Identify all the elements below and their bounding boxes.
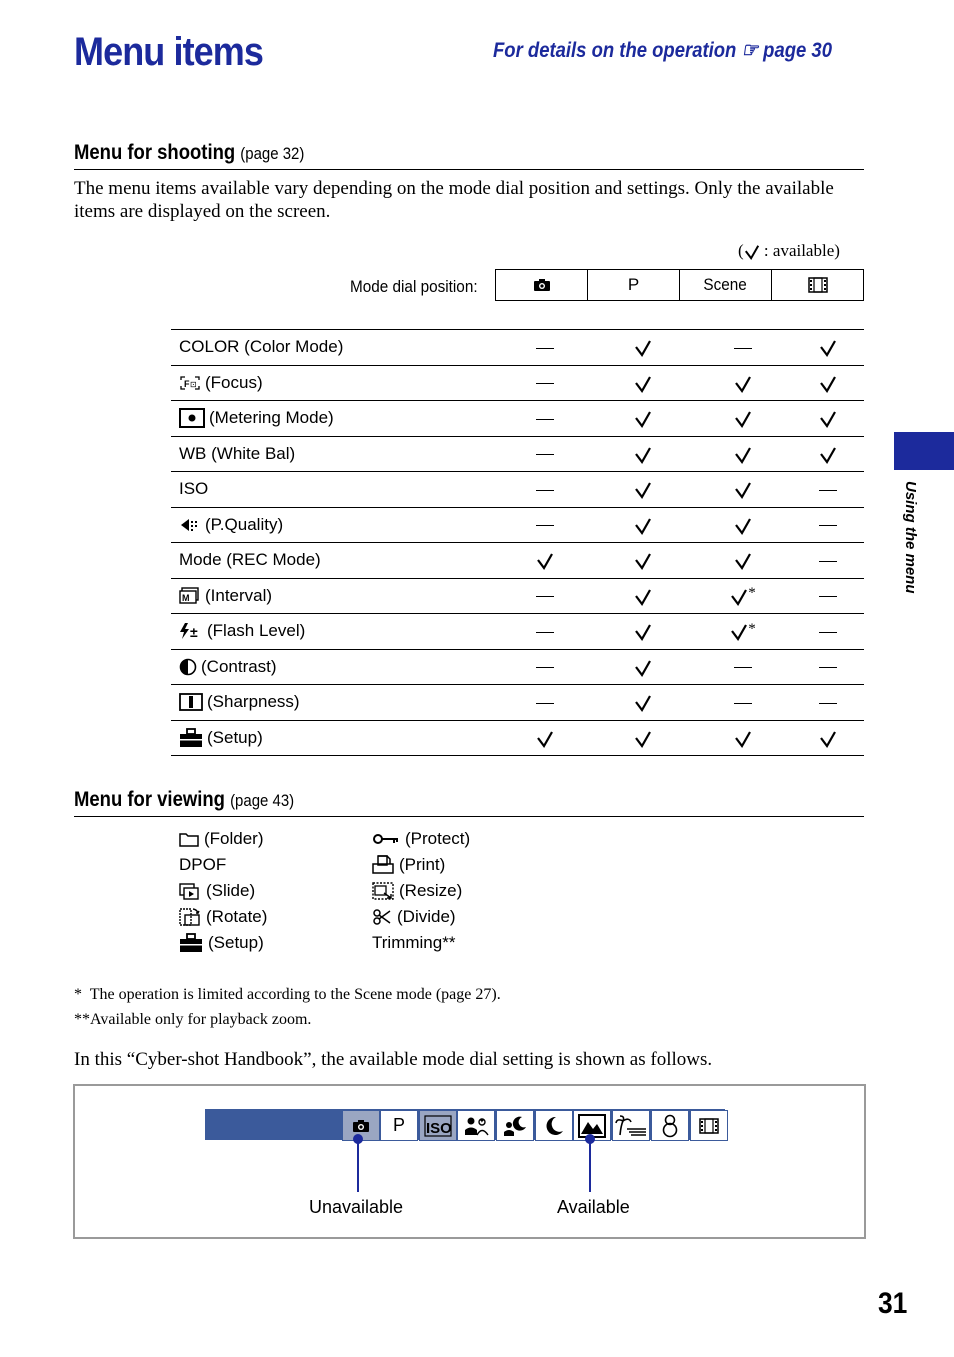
availability-cell bbox=[723, 656, 763, 677]
check-icon bbox=[734, 410, 752, 428]
check-icon bbox=[634, 552, 652, 570]
shooting-menu-heading bbox=[74, 141, 304, 165]
limited-asterisk: * bbox=[748, 585, 756, 602]
resize-icon bbox=[372, 882, 394, 900]
viewing-item-label: (Rotate) bbox=[206, 907, 268, 926]
table-row bbox=[171, 685, 864, 721]
shooting-intro-text: The menu items available vary depending on the mode dial position and settings. Only the available items are displayed on the screen. bbox=[74, 178, 834, 222]
unavailable-dash bbox=[536, 419, 554, 420]
available-label: Available bbox=[557, 1197, 630, 1217]
snow-icon bbox=[659, 1114, 681, 1138]
movie-icon bbox=[699, 1118, 719, 1134]
unavailable-dash bbox=[536, 525, 554, 526]
table-row bbox=[171, 650, 864, 686]
availability-cell bbox=[525, 372, 565, 393]
mode-strip-cell bbox=[651, 1110, 689, 1141]
viewing-menu-heading bbox=[74, 788, 294, 812]
table-row bbox=[171, 721, 864, 757]
mode-dial-column-3 bbox=[772, 270, 863, 300]
menu-item-label bbox=[179, 657, 277, 677]
svg-text:ISO: ISO bbox=[426, 1119, 452, 1137]
availability-cell bbox=[623, 443, 663, 464]
beach-icon bbox=[615, 1115, 647, 1137]
availability-cell bbox=[723, 514, 763, 535]
availability-cell bbox=[808, 514, 848, 535]
availability-cell bbox=[623, 479, 663, 500]
check-icon bbox=[819, 730, 837, 748]
shooting-heading-page-ref[interactable]: (page 32) bbox=[240, 144, 305, 163]
menu-item-label bbox=[179, 550, 321, 570]
menu-item-label bbox=[179, 479, 208, 499]
focus-icon bbox=[179, 375, 201, 391]
unavailable-pointer-line bbox=[357, 1140, 359, 1192]
mode-dial-column-0 bbox=[496, 270, 588, 300]
menu-item-text: Mode (REC Mode) bbox=[179, 550, 321, 570]
availability-cell bbox=[808, 550, 848, 571]
availability-cell bbox=[808, 443, 848, 464]
menu-item-text: (Flash Level) bbox=[207, 621, 306, 641]
mode-strip-cell bbox=[457, 1110, 495, 1141]
mode-strip-illustration bbox=[73, 1084, 866, 1239]
check-icon bbox=[634, 375, 652, 393]
flash-level-icon bbox=[179, 622, 203, 640]
menu-item-label bbox=[179, 692, 300, 712]
unavailable-dash bbox=[819, 703, 837, 704]
portrait-icon bbox=[462, 1115, 490, 1137]
viewing-heading-text: Menu for viewing bbox=[74, 788, 225, 811]
check-icon bbox=[536, 552, 554, 570]
list-item bbox=[179, 904, 267, 930]
availability-cell bbox=[808, 621, 848, 642]
availability-cell bbox=[623, 692, 663, 713]
menu-item-text: (Contrast) bbox=[201, 656, 277, 676]
availability-cell bbox=[623, 656, 663, 677]
list-item bbox=[372, 852, 470, 878]
table-row bbox=[171, 401, 864, 437]
setup-icon bbox=[179, 728, 203, 748]
availability-cell bbox=[525, 479, 565, 500]
operation-reference-link[interactable]: For details on the operation ☞ page 30 bbox=[493, 39, 832, 62]
viewing-menu-right-column bbox=[372, 826, 470, 956]
quality-icon bbox=[179, 517, 201, 533]
availability-cell bbox=[723, 337, 763, 358]
list-item bbox=[179, 826, 267, 852]
viewing-item-label: (Protect) bbox=[405, 829, 471, 848]
check-icon bbox=[734, 730, 752, 748]
mode-strip-cell bbox=[690, 1110, 728, 1141]
slide-icon bbox=[179, 882, 201, 900]
twilight-icon bbox=[543, 1115, 565, 1137]
list-item bbox=[179, 878, 267, 904]
menu-item-label bbox=[179, 444, 295, 464]
list-item bbox=[372, 904, 470, 930]
viewing-item-label: Trimming** bbox=[372, 933, 456, 952]
table-row bbox=[171, 366, 864, 402]
availability-cell bbox=[525, 514, 565, 535]
menu-item-label bbox=[179, 728, 263, 748]
rotate-icon bbox=[179, 907, 201, 927]
table-row bbox=[171, 330, 864, 366]
availability-cell bbox=[723, 479, 763, 500]
limited-asterisk: * bbox=[748, 620, 756, 637]
unavailable-dash bbox=[536, 454, 554, 455]
unavailable-dash bbox=[819, 525, 837, 526]
availability-cell bbox=[623, 585, 663, 606]
availability-cell bbox=[808, 585, 848, 606]
availability-cell bbox=[808, 727, 848, 748]
mode-dial-column-2 bbox=[680, 270, 772, 300]
svg-text:±: ± bbox=[190, 624, 198, 641]
available-pointer-line bbox=[589, 1140, 591, 1192]
unavailable-dash bbox=[819, 596, 837, 597]
svg-text:F: F bbox=[184, 378, 190, 389]
table-row bbox=[171, 543, 864, 579]
viewing-item-label: (Slide) bbox=[206, 881, 256, 900]
menu-item-text: (Sharpness) bbox=[207, 692, 300, 712]
availability-legend bbox=[738, 241, 840, 261]
unavailable-dash bbox=[536, 703, 554, 704]
availability-cell bbox=[525, 408, 565, 429]
mode-strip-cell bbox=[496, 1110, 534, 1141]
availability-cell bbox=[525, 656, 565, 677]
unavailable-dash bbox=[819, 561, 837, 562]
camera-icon bbox=[533, 278, 551, 292]
viewing-heading-page-ref[interactable]: (page 43) bbox=[230, 791, 295, 810]
unavailable-dash bbox=[819, 632, 837, 633]
check-icon bbox=[634, 588, 652, 606]
table-row bbox=[171, 614, 864, 650]
menu-item-text: (Focus) bbox=[205, 372, 263, 392]
check-icon bbox=[634, 481, 652, 499]
available-pointer-dot bbox=[585, 1134, 595, 1144]
menu-item-text: (P.Quality) bbox=[205, 514, 284, 534]
menu-item-text: ISO bbox=[179, 479, 209, 499]
camera-icon bbox=[352, 1119, 370, 1133]
footnote-scene: * The operation is limited according to the Scene mode (page 27). bbox=[74, 986, 501, 1003]
viewing-item-label: DPOF bbox=[179, 855, 227, 874]
unavailable-dash bbox=[536, 632, 554, 633]
page-number: 31 bbox=[878, 1287, 908, 1320]
list-item bbox=[179, 930, 267, 956]
unavailable-dash bbox=[536, 490, 554, 491]
check-icon bbox=[819, 410, 837, 428]
mode-dial-column-1 bbox=[588, 270, 680, 300]
check-icon bbox=[634, 694, 652, 712]
viewing-item-label: (Resize) bbox=[399, 881, 463, 900]
availability-cell bbox=[808, 372, 848, 393]
availability-cell bbox=[723, 692, 763, 713]
check-icon bbox=[819, 339, 837, 357]
mode-strip-label: P bbox=[392, 1115, 405, 1135]
check-icon bbox=[634, 623, 652, 641]
check-icon bbox=[734, 375, 752, 393]
availability-cell bbox=[723, 443, 763, 464]
svg-text:✦: ✦ bbox=[479, 1117, 485, 1125]
unavailable-pointer-dot bbox=[353, 1134, 363, 1144]
availability-cell bbox=[623, 550, 663, 571]
check-icon bbox=[730, 623, 748, 641]
setup-icon bbox=[179, 933, 203, 953]
menu-item-text: COLOR (Color Mode) bbox=[179, 337, 344, 357]
viewing-menu-left-column bbox=[179, 826, 267, 956]
menu-item-text: (Interval) bbox=[205, 585, 273, 605]
movie-icon bbox=[808, 277, 828, 293]
unavailable-dash bbox=[734, 348, 752, 349]
svg-text:M: M bbox=[182, 592, 190, 603]
unavailable-dash bbox=[536, 348, 554, 349]
shooting-heading-text: Menu for shooting bbox=[74, 141, 236, 164]
unavailable-dash bbox=[819, 667, 837, 668]
check-icon bbox=[634, 730, 652, 748]
print-icon bbox=[372, 855, 394, 875]
unavailable-dash bbox=[734, 667, 752, 668]
side-tab-label: Using the menu bbox=[902, 481, 919, 594]
table-row bbox=[171, 579, 864, 615]
check-icon bbox=[819, 375, 837, 393]
mode-strip-cell bbox=[535, 1110, 573, 1141]
footnote-playback: **Available only for playback zoom. bbox=[74, 1011, 312, 1028]
availability-cell bbox=[525, 443, 565, 464]
twilight-portrait-icon bbox=[501, 1115, 529, 1137]
sharpness-icon bbox=[179, 693, 203, 711]
svg-text:⊡: ⊡ bbox=[190, 379, 197, 389]
menu-item-label bbox=[179, 586, 272, 606]
availability-cell bbox=[623, 514, 663, 535]
mode-dial-column-label: Scene bbox=[703, 275, 748, 294]
availability-cell bbox=[623, 337, 663, 358]
mode-strip-cell bbox=[380, 1110, 418, 1141]
availability-cell bbox=[723, 585, 763, 606]
list-item bbox=[372, 930, 470, 956]
menu-item-label bbox=[179, 408, 334, 428]
availability-cell bbox=[808, 692, 848, 713]
table-row bbox=[171, 472, 864, 508]
viewing-item-label: (Setup) bbox=[208, 933, 264, 952]
page-title: Menu items bbox=[74, 30, 264, 74]
menu-item-text: (Setup) bbox=[207, 727, 263, 747]
availability-cell bbox=[623, 621, 663, 642]
check-icon bbox=[734, 446, 752, 464]
table-row bbox=[171, 508, 864, 544]
check-icon bbox=[634, 659, 652, 677]
shooting-menu-table bbox=[171, 329, 864, 756]
check-icon bbox=[536, 730, 554, 748]
availability-cell bbox=[808, 337, 848, 358]
viewing-heading-rule bbox=[74, 816, 864, 817]
metering-icon bbox=[179, 408, 205, 428]
check-icon bbox=[734, 517, 752, 535]
availability-cell bbox=[623, 372, 663, 393]
availability-cell bbox=[723, 727, 763, 748]
folder-icon bbox=[179, 831, 199, 847]
shooting-heading-rule bbox=[74, 169, 864, 170]
viewing-item-label: (Divide) bbox=[397, 907, 456, 926]
availability-cell bbox=[525, 585, 565, 606]
check-icon bbox=[634, 517, 652, 535]
check-icon bbox=[744, 244, 760, 260]
divide-icon bbox=[372, 908, 392, 926]
list-item bbox=[372, 826, 470, 852]
menu-item-text: (Metering Mode) bbox=[209, 408, 334, 428]
availability-cell bbox=[723, 372, 763, 393]
availability-cell bbox=[525, 727, 565, 748]
viewing-item-label: (Folder) bbox=[204, 829, 264, 848]
availability-cell bbox=[723, 621, 763, 642]
unavailable-dash bbox=[536, 383, 554, 384]
legend-text: : available) bbox=[759, 241, 840, 260]
mode-dial-label: Mode dial position: bbox=[350, 277, 478, 296]
check-icon bbox=[634, 446, 652, 464]
availability-cell bbox=[808, 408, 848, 429]
unavailable-dash bbox=[536, 667, 554, 668]
availability-cell bbox=[525, 621, 565, 642]
availability-cell bbox=[525, 550, 565, 571]
check-icon bbox=[634, 339, 652, 357]
handbook-note: In this “Cyber-shot Handbook”, the available mode dial setting is shown as follows. bbox=[74, 1049, 713, 1070]
mode-strip-cell bbox=[419, 1110, 457, 1141]
check-icon bbox=[819, 446, 837, 464]
unavailable-label: Unavailable bbox=[309, 1197, 404, 1217]
legend-open: ( bbox=[738, 241, 744, 260]
unavailable-dash bbox=[819, 490, 837, 491]
availability-cell bbox=[623, 408, 663, 429]
contrast-icon bbox=[179, 658, 197, 676]
list-item bbox=[179, 852, 267, 878]
availability-cell bbox=[525, 692, 565, 713]
unavailable-dash bbox=[734, 703, 752, 704]
viewing-item-label: (Print) bbox=[399, 855, 446, 874]
mode-dial-header bbox=[495, 269, 864, 301]
unavailable-dash bbox=[536, 596, 554, 597]
table-row bbox=[171, 437, 864, 473]
mode-strip-cell bbox=[612, 1110, 650, 1141]
check-icon bbox=[730, 588, 748, 606]
availability-cell bbox=[623, 727, 663, 748]
side-tab-marker bbox=[894, 432, 954, 470]
menu-item-label bbox=[179, 515, 283, 535]
check-icon bbox=[734, 481, 752, 499]
menu-item-text: WB (White Bal) bbox=[179, 443, 296, 463]
check-icon bbox=[734, 552, 752, 570]
availability-cell bbox=[723, 550, 763, 571]
check-icon bbox=[634, 410, 652, 428]
availability-cell bbox=[525, 337, 565, 358]
iso-icon bbox=[424, 1115, 452, 1137]
availability-cell bbox=[723, 408, 763, 429]
mode-dial-column-label: P bbox=[627, 275, 640, 294]
menu-item-label bbox=[179, 337, 343, 357]
list-item bbox=[372, 878, 470, 904]
menu-item-label bbox=[179, 621, 305, 641]
availability-cell bbox=[808, 479, 848, 500]
interval-icon bbox=[179, 587, 201, 605]
protect-icon bbox=[372, 832, 400, 846]
availability-cell bbox=[808, 656, 848, 677]
menu-item-label bbox=[179, 373, 263, 393]
